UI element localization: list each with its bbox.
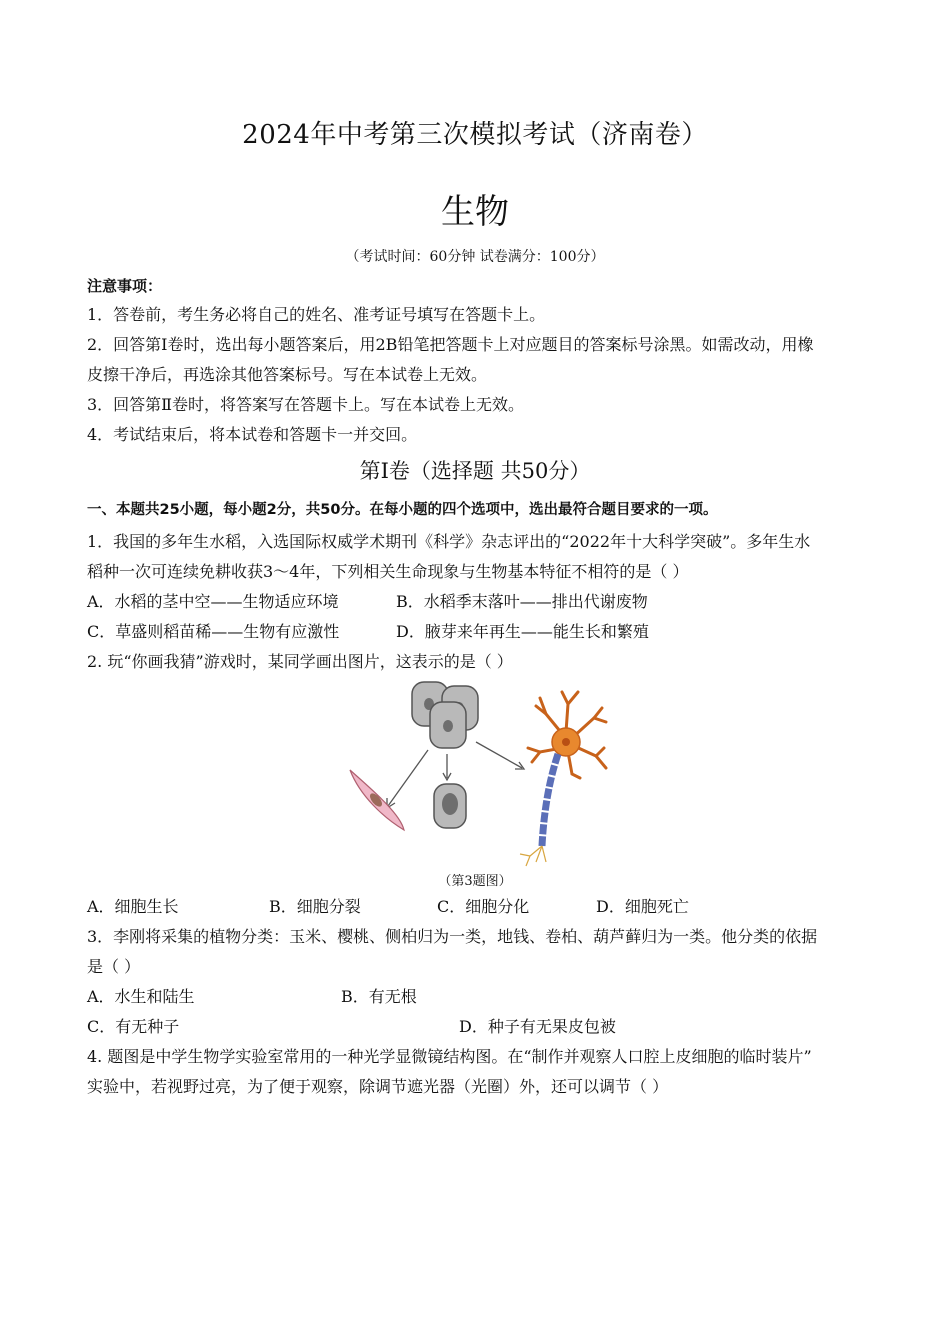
question-4 [87, 1042, 862, 1102]
notes-heading: 注意事项： [87, 277, 163, 295]
option-d[interactable]: D．细胞死亡 [596, 897, 689, 916]
question-text: 稻种一次可连续免耕收获3～4年，下列相关生命现象与生物基本特征不相符的是（ ） [87, 562, 689, 581]
option-d[interactable]: D．种子有无果皮包被 [459, 1017, 616, 1036]
option-c[interactable]: C．有无种子 [87, 1017, 180, 1036]
question-1-options-row-2 [87, 617, 867, 647]
question-text: 实验中，若视野过亮，为了便于观察，除调节遮光器（光圈）外，还可以调节（ ） [87, 1077, 669, 1096]
subject-title: 生物 [441, 192, 509, 232]
option-a[interactable]: A．水生和陆生 [87, 987, 195, 1006]
round-cell [434, 784, 466, 828]
note-item: 4．考试结束后，将本试卷和答题卡一并交回。 [87, 425, 418, 444]
question-3-options-row-1 [87, 982, 867, 1012]
neuron [520, 692, 606, 866]
stem-cell-cluster [412, 682, 478, 748]
question-text: 3．李刚将采集的植物分类：玉米、樱桃、侧柏归为一类，地钱、卷柏、葫芦藓归为一类。他分类的依据 [87, 927, 818, 946]
note-item: 皮擦干净后，再选涂其他答案标号。写在本试卷上无效。 [87, 365, 488, 384]
section-instruction: 一、本题共25小题，每小题2分，共50分。在每小题的四个选项中，选出最符合题目要求的一项。 [87, 502, 718, 518]
question-3-options-row-2 [87, 1012, 867, 1042]
option-a[interactable]: A．细胞生长 [87, 897, 179, 916]
question-text: 2. 玩“你画我猜”游戏时，某同学画出图片，这表示的是（ ） [87, 652, 513, 671]
option-a[interactable]: A．水稻的茎中空——生物适应环境 [87, 592, 339, 611]
option-b[interactable]: B．水稻季末落叶——排出代谢废物 [396, 592, 648, 611]
option-c[interactable]: C．草盛则稻苗稀——生物有应激性 [87, 622, 340, 641]
exam-title: 2024年中考第三次模拟考试（济南卷） [242, 120, 708, 150]
question-text: 4. 题图是中学生物学实验室常用的一种光学显微镜结构图。在“制作并观察人口腔上皮细胞的临时装片” [87, 1047, 812, 1066]
question-1-options-row-1 [87, 587, 867, 617]
note-item: 3．回答第Ⅱ卷时，将答案写在答题卡上。写在本试卷上无效。 [87, 395, 525, 414]
figure-caption: （第3题图） [438, 874, 512, 889]
question-2 [87, 647, 862, 677]
question-1 [87, 527, 862, 587]
muscle-cell [350, 770, 404, 830]
option-c[interactable]: C．细胞分化 [437, 897, 530, 916]
option-d[interactable]: D．腋芽来年再生——能生长和繁殖 [396, 622, 649, 641]
notes-list [87, 300, 862, 450]
note-item: 1．答卷前，考生务必将自己的姓名、准考证号填写在答题卡上。 [87, 305, 546, 324]
section-title: 第Ⅰ卷（选择题 共50分） [359, 459, 591, 483]
question-text: 1．我国的多年生水稻，入选国际权威学术期刊《科学》杂志评出的“2022年十大科学突破”。多年生水 [87, 532, 811, 551]
cell-differentiation-figure [340, 678, 620, 868]
question-2-options [87, 892, 867, 922]
option-b[interactable]: B．有无根 [341, 987, 417, 1006]
note-item: 2．回答第Ⅰ卷时，选出每小题答案后，用2B铅笔把答题卡上对应题目的答案标号涂黑。如需改动，用橡 [87, 335, 814, 354]
question-text: 是（ ） [87, 957, 141, 976]
option-b[interactable]: B．细胞分裂 [269, 897, 361, 916]
exam-info: （考试时间：60分钟 试卷满分：100分） [345, 249, 605, 265]
question-3 [87, 922, 862, 982]
